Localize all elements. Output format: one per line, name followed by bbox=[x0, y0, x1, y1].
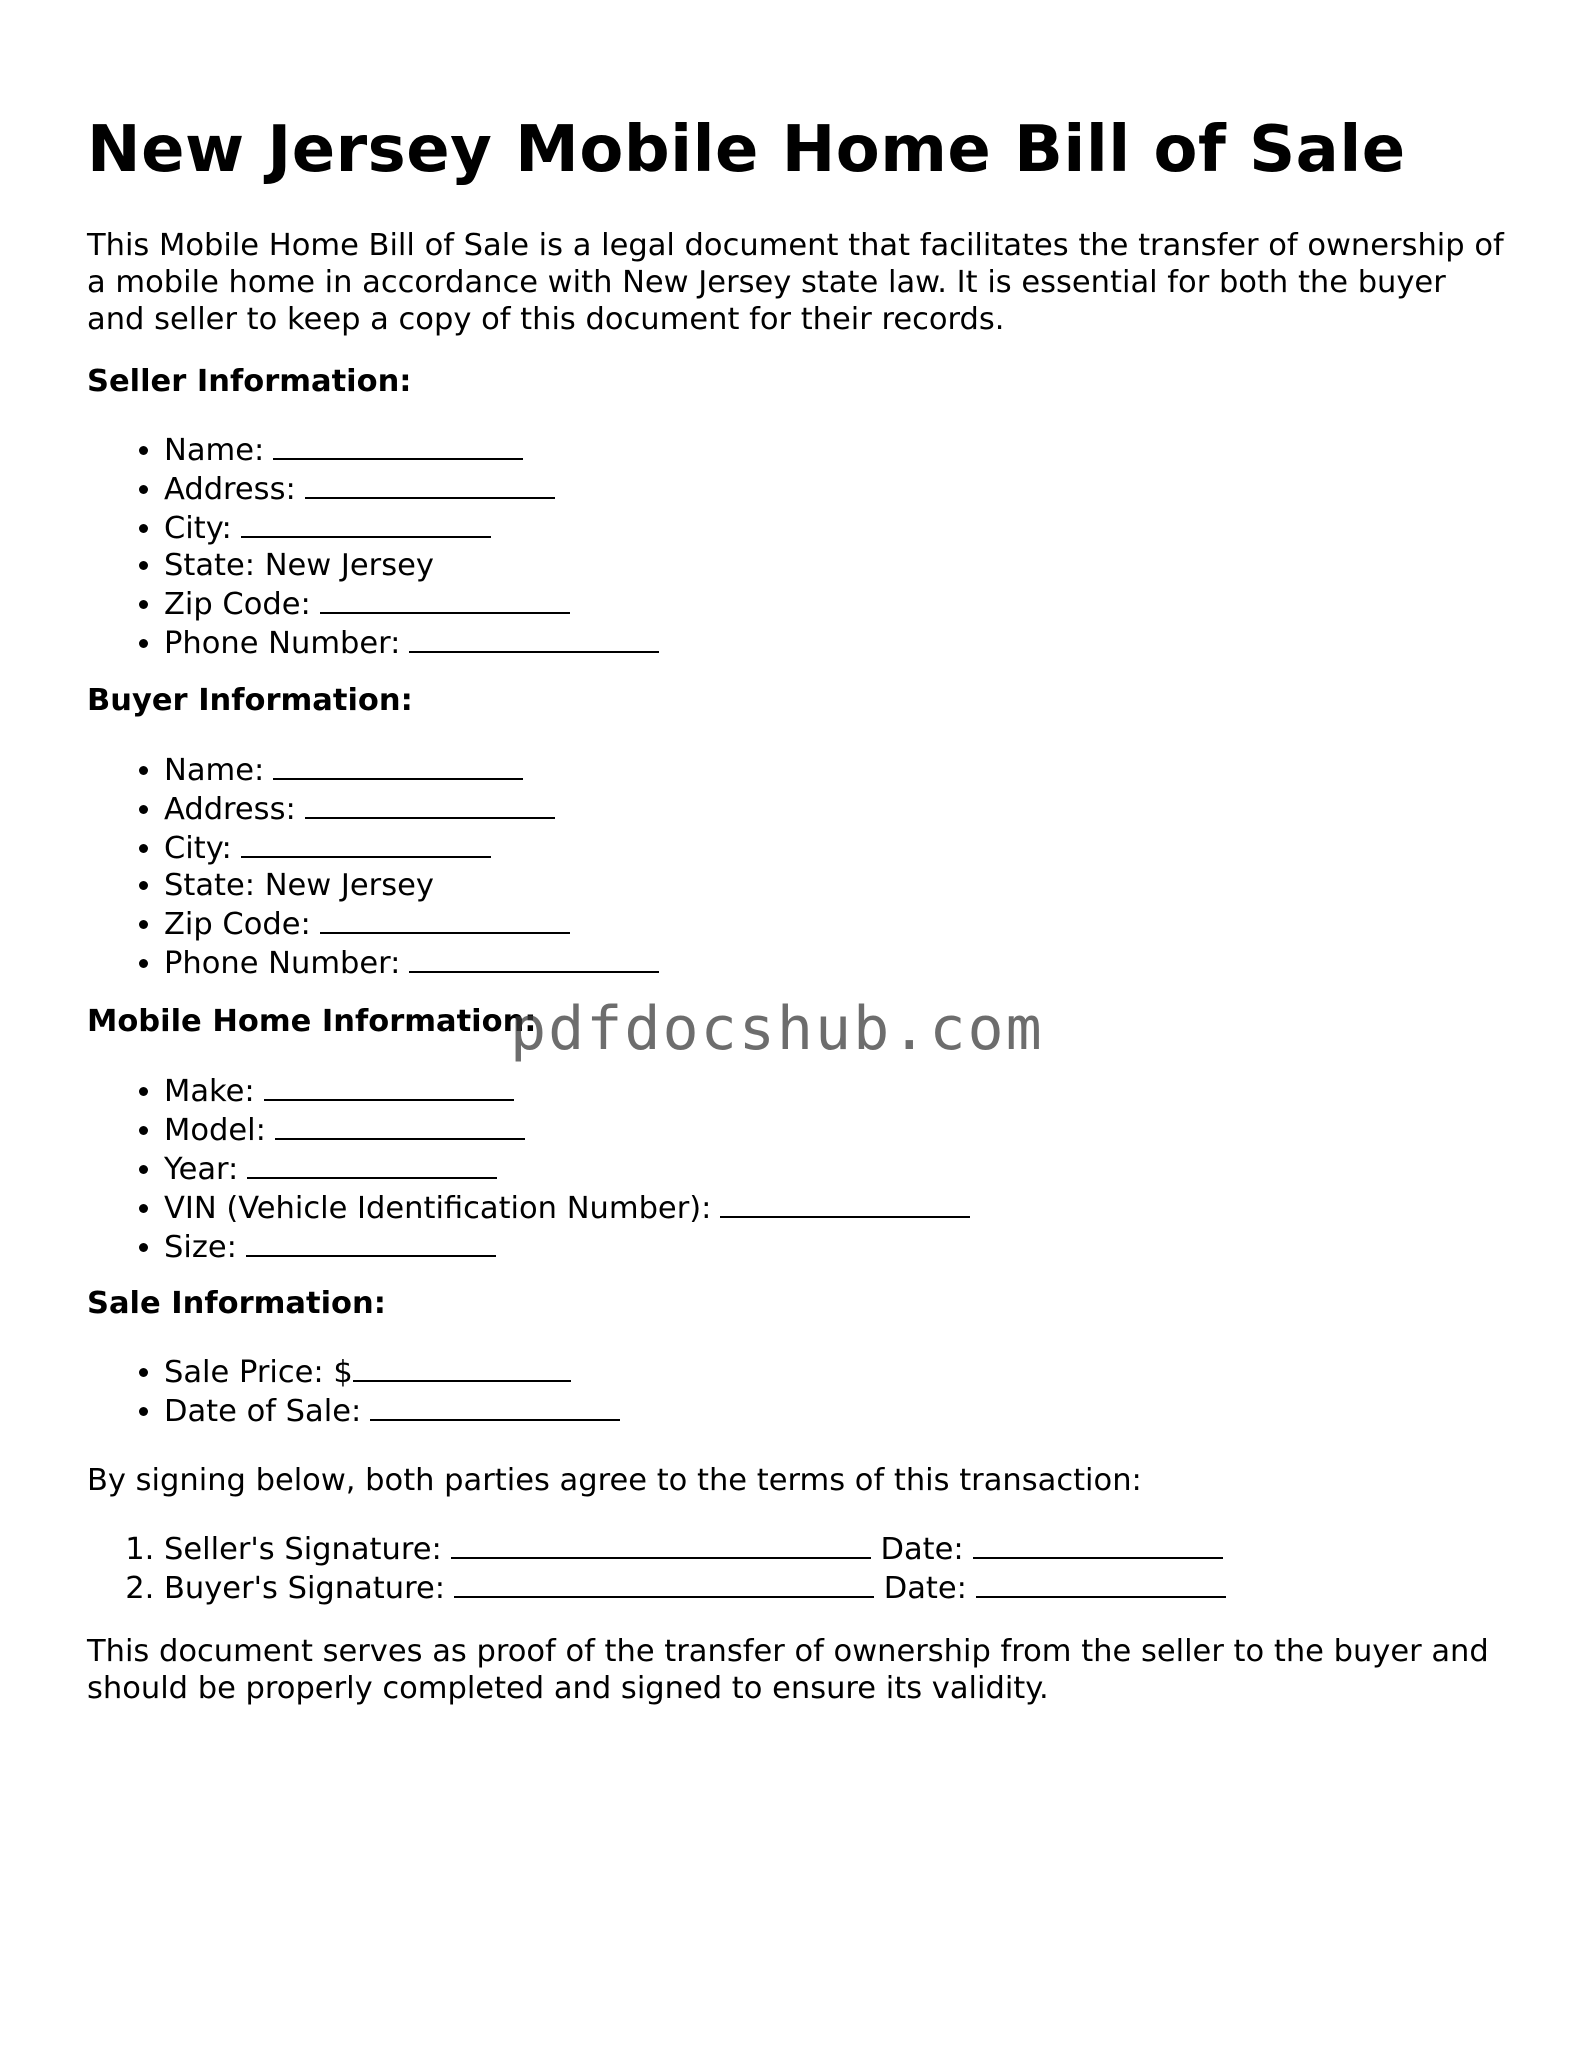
size-field: • Size: bbox=[164, 1227, 970, 1266]
signature-list bbox=[87, 1529, 1226, 1607]
seller-fields bbox=[87, 430, 659, 662]
make-field: • Make: bbox=[164, 1071, 970, 1110]
seller-signature-line: 1. Seller's Signature: Date: bbox=[164, 1529, 1226, 1568]
intro-paragraph: This Mobile Home Bill of Sale is a legal document that facilitates the transfer of ownership of a mobile home in accordance with New Jersey state law. It is essential for both the buyer and seller to keep a copy of this document for their records. bbox=[87, 228, 1504, 337]
seller-city-blank[interactable] bbox=[241, 508, 491, 538]
document-title: New Jersey Mobile Home Bill of Sale bbox=[87, 113, 1406, 187]
sale-fields bbox=[87, 1352, 620, 1430]
agreement-text: By signing below, both parties agree to the terms of this transaction: bbox=[87, 1463, 1142, 1498]
sale-heading: Sale Information: bbox=[87, 1286, 386, 1321]
sale-date-field: • Date of Sale: bbox=[164, 1391, 620, 1430]
buyer-city-blank[interactable] bbox=[241, 828, 491, 858]
buyer-address-field: • Address: bbox=[164, 789, 659, 828]
buyer-phone-field: • Phone Number: bbox=[164, 943, 659, 982]
buyer-signature-blank[interactable] bbox=[454, 1568, 874, 1598]
seller-state-field: • State: New Jersey bbox=[164, 547, 659, 584]
buyer-address-blank[interactable] bbox=[305, 789, 555, 819]
buyer-signature-line: 2. Buyer's Signature: Date: bbox=[164, 1568, 1226, 1607]
vin-blank[interactable] bbox=[720, 1188, 970, 1218]
seller-heading: Seller Information: bbox=[87, 364, 412, 399]
mobile-home-heading: Mobile Home Information: bbox=[87, 1004, 537, 1039]
seller-address-blank[interactable] bbox=[305, 469, 555, 499]
watermark-text: pdfdocshub.com bbox=[510, 994, 1044, 1064]
closing-paragraph: This document serves as proof of the transfer of ownership from the seller to the buyer and should be properly completed and signed to ensure its validity. bbox=[87, 1634, 1489, 1706]
sale-date-blank[interactable] bbox=[370, 1391, 620, 1421]
seller-phone-field: • Phone Number: bbox=[164, 623, 659, 662]
seller-name-field: • Name: bbox=[164, 430, 659, 469]
make-blank[interactable] bbox=[264, 1071, 514, 1101]
seller-address-field: • Address: bbox=[164, 469, 659, 508]
size-blank[interactable] bbox=[246, 1227, 496, 1257]
year-field: • Year: bbox=[164, 1149, 970, 1188]
vin-field: • VIN (Vehicle Identification Number): bbox=[164, 1188, 970, 1227]
buyer-heading: Buyer Information: bbox=[87, 683, 413, 718]
seller-signature-blank[interactable] bbox=[451, 1529, 871, 1559]
buyer-state-field: • State: New Jersey bbox=[164, 867, 659, 904]
buyer-zip-blank[interactable] bbox=[320, 904, 570, 934]
buyer-phone-blank[interactable] bbox=[409, 943, 659, 973]
seller-phone-blank[interactable] bbox=[409, 623, 659, 653]
mobile-home-fields bbox=[87, 1071, 970, 1266]
buyer-zip-field: • Zip Code: bbox=[164, 904, 659, 943]
model-field: • Model: bbox=[164, 1110, 970, 1149]
sale-price-field: • Sale Price: $ bbox=[164, 1352, 620, 1391]
buyer-city-field: • City: bbox=[164, 828, 659, 867]
sale-price-blank[interactable] bbox=[353, 1352, 571, 1382]
buyer-date-blank[interactable] bbox=[976, 1568, 1226, 1598]
buyer-name-blank[interactable] bbox=[273, 750, 523, 780]
buyer-name-field: • Name: bbox=[164, 750, 659, 789]
buyer-fields bbox=[87, 750, 659, 982]
model-blank[interactable] bbox=[275, 1110, 525, 1140]
seller-city-field: • City: bbox=[164, 508, 659, 547]
seller-zip-field: • Zip Code: bbox=[164, 584, 659, 623]
year-blank[interactable] bbox=[247, 1149, 497, 1179]
seller-name-blank[interactable] bbox=[273, 430, 523, 460]
seller-date-blank[interactable] bbox=[973, 1529, 1223, 1559]
seller-zip-blank[interactable] bbox=[320, 584, 570, 614]
